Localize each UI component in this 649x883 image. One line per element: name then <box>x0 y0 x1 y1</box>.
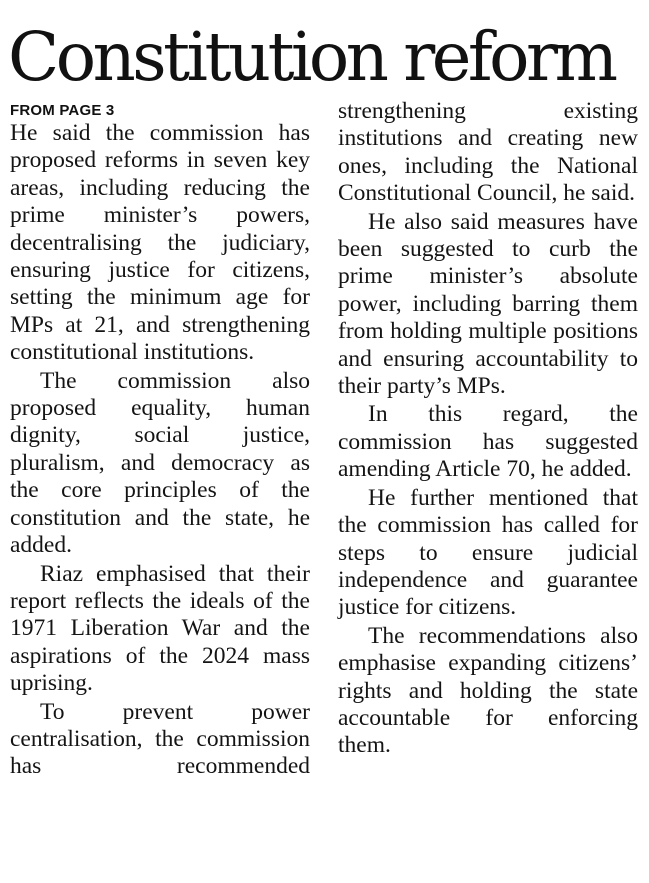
article-paragraph: He said the commission has proposed reforms in seven key areas, including reducing the prime minister’s powers, decentralising the judiciary, ensuring justice for citizens, setting the minimum age for MPs at 21, and strengthening constitutional institutions. <box>10 120 310 366</box>
continuation-kicker: FROM PAGE 3 <box>10 102 115 119</box>
article-paragraph: He also said measures have been suggested to curb the prime minister’s absolute power, including barring them from holding multiple positions and ensuring accountability to their party’s MPs. <box>338 208 638 400</box>
article-paragraph: In this regard, the commission has suggested amending Article 70, he added. <box>338 401 638 483</box>
article-paragraph: The recommendations also emphasise expanding citizens’ rights and holding the state accountable for enforcing them. <box>338 622 638 759</box>
article-column-right <box>338 98 638 760</box>
article-paragraph: strengthening existing institutions and creating new ones, including the National Constitutional Council, he said. <box>338 98 638 207</box>
article-paragraph: To prevent power centralisation, the commission has recommended <box>10 698 310 780</box>
article-column-left <box>10 98 310 781</box>
article-paragraph: The commission also proposed equality, human dignity, social justice, pluralism, and democracy as the core principles of the constitution and the state, he added. <box>10 367 310 559</box>
article-paragraph: Riaz emphasised that their report reflects the ideals of the 1971 Liberation War and the aspirations of the 2024 mass uprising. <box>10 560 310 697</box>
article-paragraph: He further mentioned that the commission has called for steps to ensure judicial independence and guarantee justice for citizens. <box>338 484 638 621</box>
headline: Constitution reform <box>8 18 615 96</box>
